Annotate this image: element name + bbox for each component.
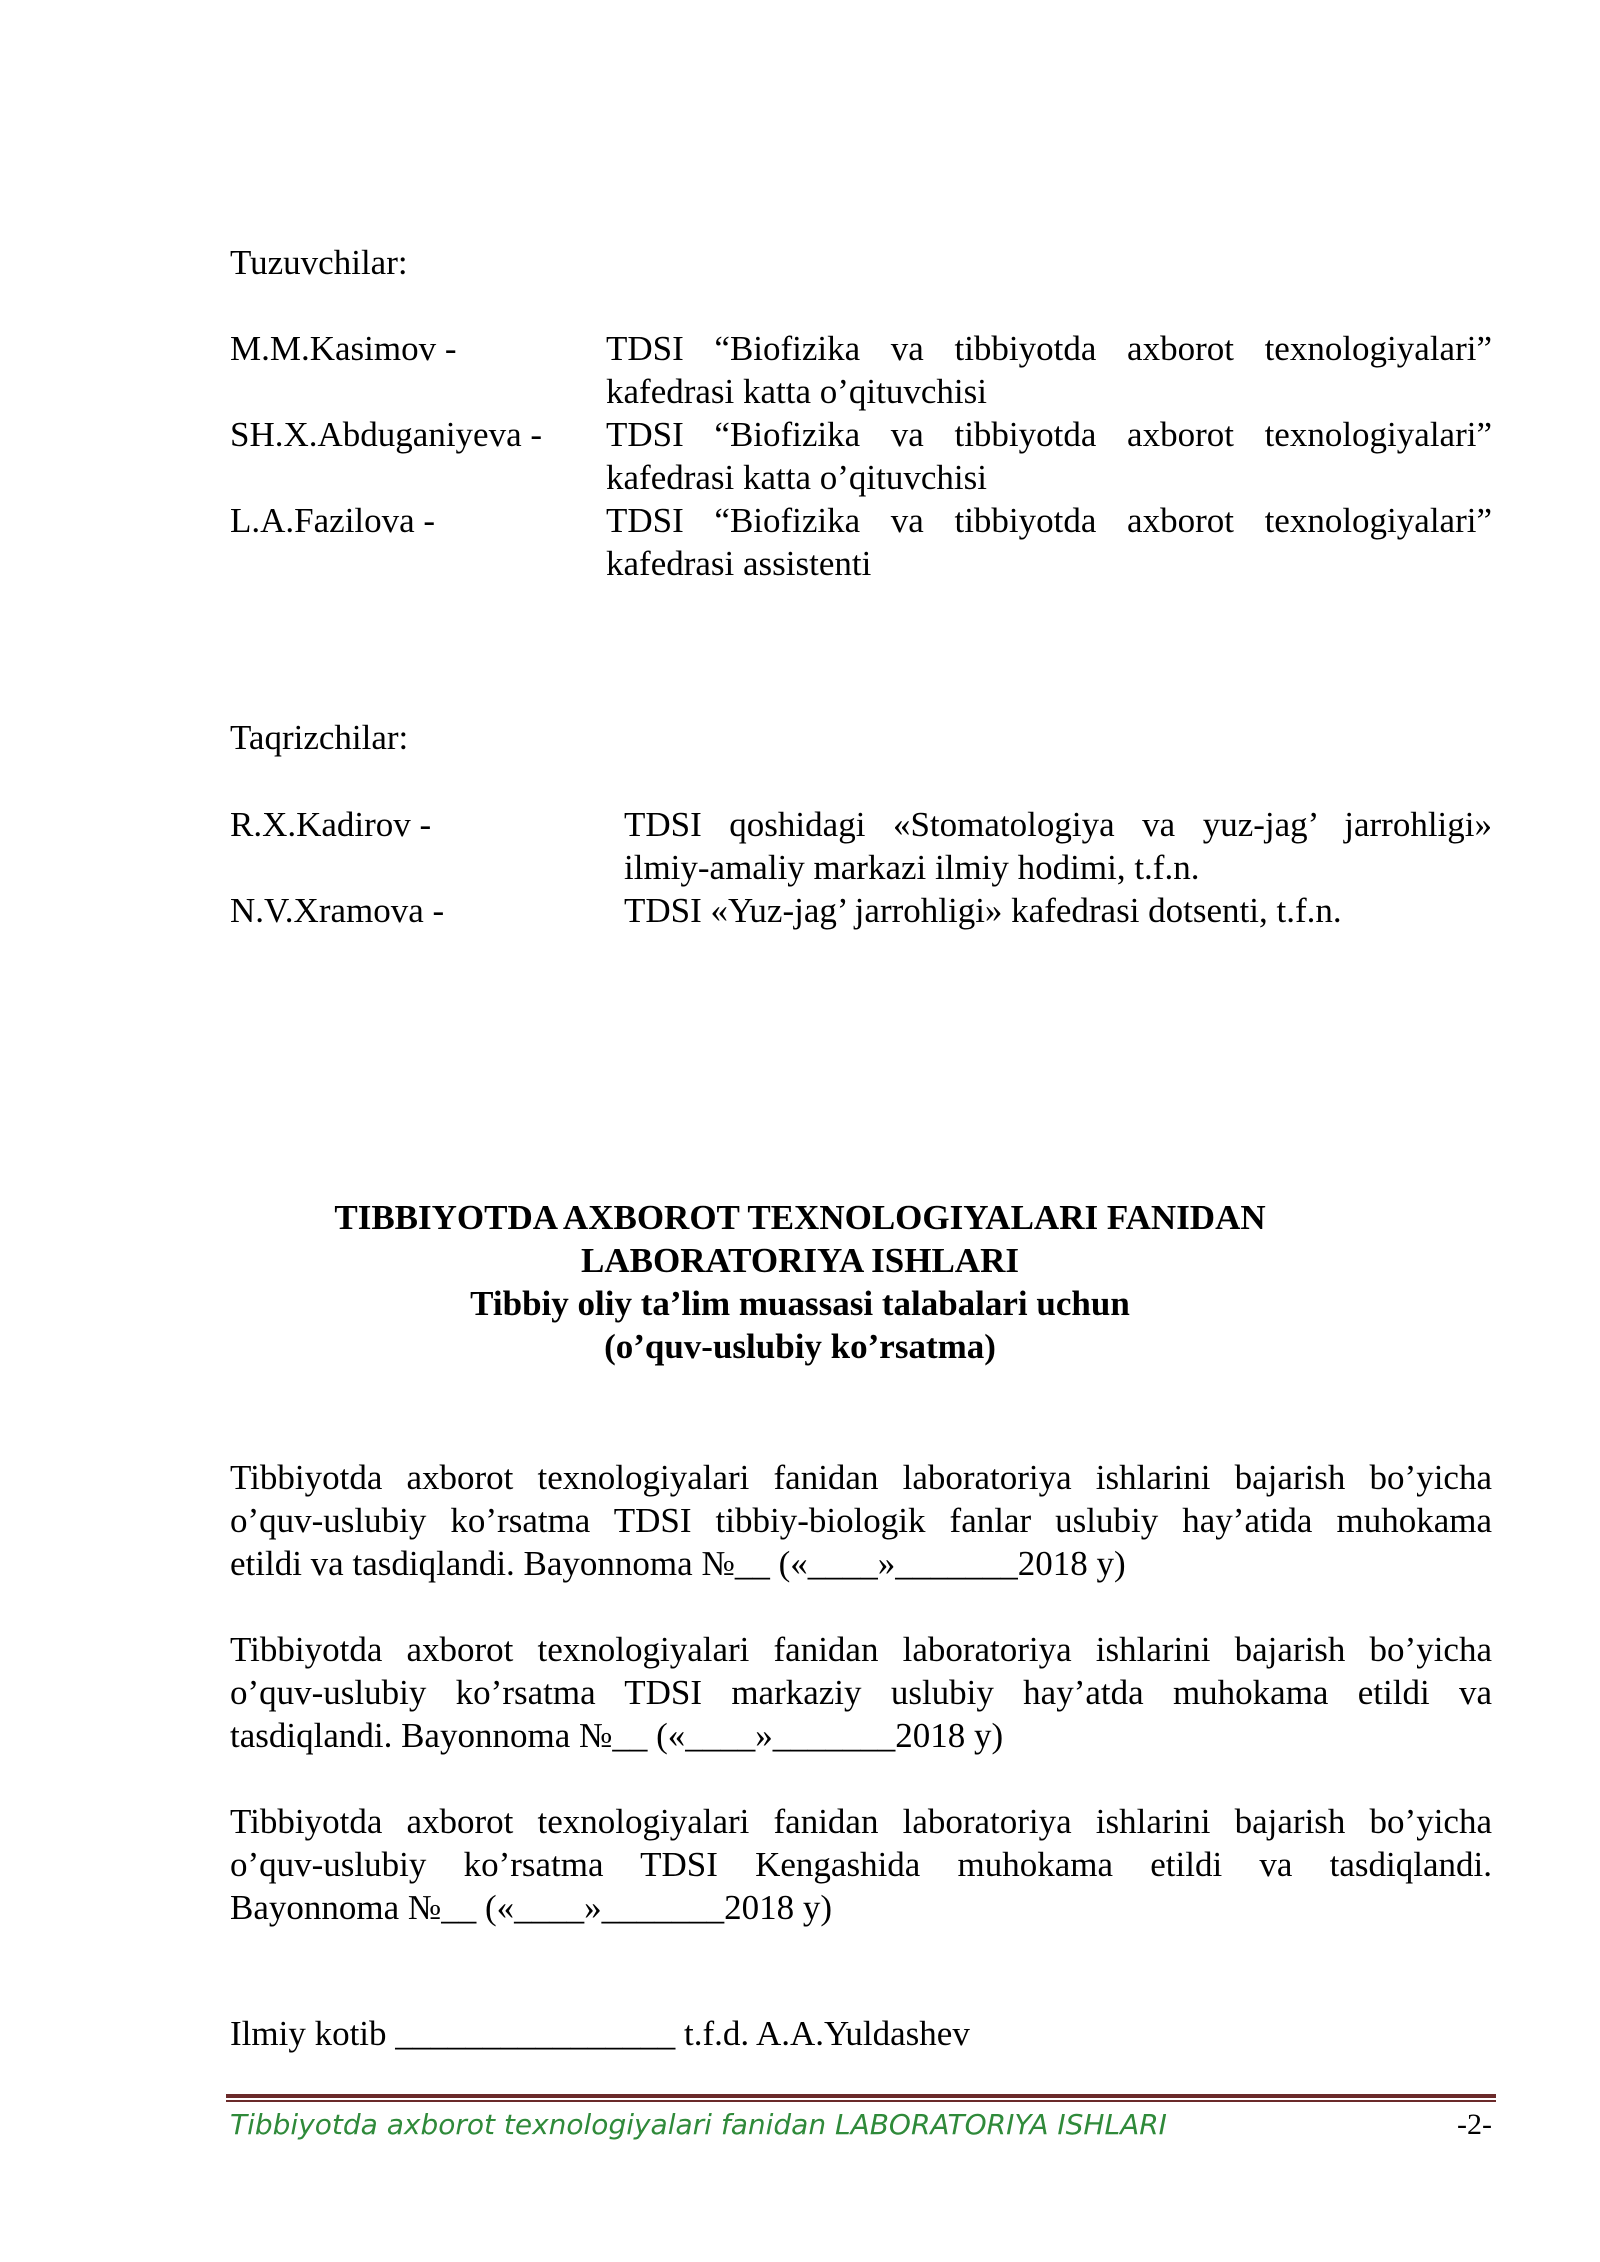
subtitle-line: Tibbiy oliy ta’lim muassasi talabalari uchun [470,1284,1130,1323]
affiliation-line: ilmiy-amaliy markazi ilmiy hodimi, t.f.n. [624,848,1200,887]
title-line: LABORATORIYA ISHLARI [581,1241,1019,1280]
compiler-affiliation [606,413,1492,499]
secretary-label: Ilmiy kotib [230,2014,387,2053]
reviewers-heading: Taqrizchilar: [230,718,409,757]
paragraph-line: o’quv-uslubiy ko’rsatma TDSI markaziy uslubiy hay’atda muhokama etildi va [230,1673,1492,1712]
signature-blank: ________________ [395,2014,676,2053]
secretary-line [230,2012,970,2055]
approval-paragraph [230,1800,1492,1929]
paragraph-line: Tibbiyotda axborot texnologiyalari fanidan laboratoriya ishlarini bajarish bo’yicha [230,1458,1492,1497]
paragraph-line: etildi va tasdiqlandi. Bayonnoma №__ («____»_______2018 y) [230,1544,1126,1583]
paragraph-line: tasdiqlandi. Bayonnoma №__ («____»_______2018 y) [230,1716,1004,1755]
affiliation-line: TDSI “Biofizika va tibbiyotda axborot texnologiyalari” [606,501,1492,540]
paragraph-line: o’quv-uslubiy ko’rsatma TDSI Kengashida muhokama etildi va tasdiqlandi. [230,1845,1492,1884]
footer-rule [226,2094,1496,2103]
footer-rule-thick [226,2094,1496,2098]
title-line: TIBBIYOTDA AXBOROT TEXNOLOGIYALARI FANIDAN [334,1198,1266,1237]
paragraph-line: Tibbiyotda axborot texnologiyalari fanidan laboratoriya ishlarini bajarish bo’yicha [230,1802,1492,1841]
affiliation-line: kafedrasi katta o’qituvchisi [606,372,987,411]
footer-title: Tibbiyotda axborot texnologiyalari fanidan LABORATORIYA ISHLARI [230,2108,1167,2141]
paragraph-line: o’quv-uslubiy ko’rsatma TDSI tibbiy-biologik fanlar uslubiy hay’atida muhokama [230,1501,1492,1540]
reviewer-name: R.X.Kadirov - [230,805,432,844]
affiliation-line: TDSI “Biofizika va tibbiyotda axborot texnologiyalari” [606,329,1492,368]
reviewer-affiliation [624,803,1492,889]
affiliation-line: TDSI «Yuz-jag’ jarrohligi» kafedrasi dotsenti, t.f.n. [624,891,1342,930]
compiler-name: M.M.Kasimov - [230,329,457,368]
document-title [230,1196,1370,1368]
compiler-affiliation [606,499,1492,585]
compiler-name: L.A.Fazilova - [230,501,436,540]
approval-paragraph [230,1456,1492,1585]
subtitle-line: (o’quv-uslubiy ko’rsatma) [604,1327,996,1366]
paragraph-line: Bayonnoma №__ («____»_______2018 y) [230,1888,833,1927]
footer-rule-thin [226,2100,1496,2102]
secretary-name: t.f.d. A.A.Yuldashev [684,2014,970,2053]
affiliation-line: kafedrasi katta o’qituvchisi [606,458,987,497]
reviewer-affiliation [624,889,1492,932]
affiliation-line: kafedrasi assistenti [606,544,872,583]
affiliation-line: TDSI qoshidagi «Stomatologiya va yuz-jag’ jarrohligi» [624,805,1492,844]
affiliation-line: TDSI “Biofizika va tibbiyotda axborot texnologiyalari” [606,415,1492,454]
compiler-affiliation [606,327,1492,413]
page-number: -2- [1457,2108,1492,2141]
compilers-heading: Tuzuvchilar: [230,243,408,282]
compiler-name: SH.X.Abduganiyeva - [230,415,543,454]
reviewer-name: N.V.Xramova - [230,891,445,930]
approval-paragraph [230,1628,1492,1757]
paragraph-line: Tibbiyotda axborot texnologiyalari fanidan laboratoriya ishlarini bajarish bo’yicha [230,1630,1492,1669]
